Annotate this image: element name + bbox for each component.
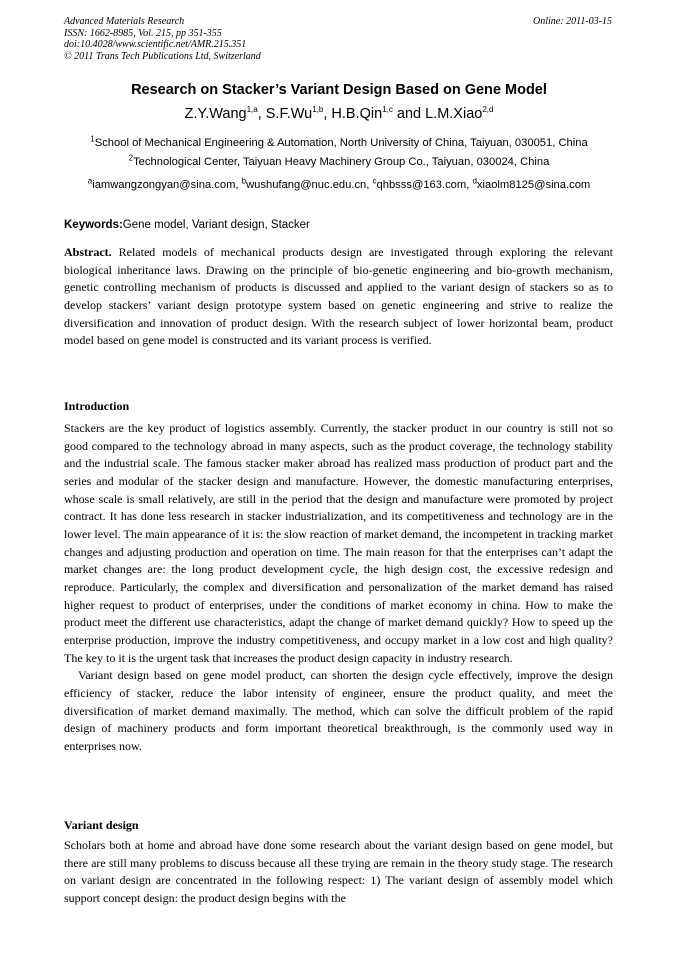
author-name: Z.Y.Wang (184, 106, 247, 122)
keywords-line (64, 219, 310, 231)
journal-name: Advanced Materials Research (64, 16, 185, 27)
author-separator: and (392, 106, 426, 122)
journal-header (64, 16, 261, 62)
author-name: L.M.Xiao (425, 106, 483, 122)
section-heading-variant-design: Variant design (64, 818, 139, 832)
email-address: xiaolm8125@sina.com (476, 179, 591, 191)
journal-issn: ISSN: 1662-8985, Vol. 215, pp 351-355 (64, 27, 222, 39)
introduction-body (64, 420, 613, 755)
keywords-label: Keywords: (64, 219, 123, 231)
email-superscript: b (241, 176, 247, 186)
affiliation-1 (0, 134, 678, 149)
author-name: H.B.Qin (331, 106, 383, 122)
author-superscript: 1,b (312, 105, 324, 115)
abstract-paragraph (64, 244, 613, 350)
affiliation-superscript: 2 (128, 153, 134, 163)
affiliation-text: Technological Center, Taiyuan Heavy Machinery Group Co., Taiyuan, 030024, China (133, 156, 550, 168)
author-separator: , (323, 106, 332, 122)
section-heading-introduction: Introduction (64, 399, 130, 413)
keywords-text: Gene model, Variant design, Stacker (122, 219, 310, 231)
author-list (0, 106, 678, 122)
variant-design-body (64, 837, 613, 908)
affiliation-superscript: 1 (90, 134, 95, 144)
journal-doi: doi:10.4028/www.scientific.net/AMR.215.351 (64, 39, 247, 50)
author-superscript: 1,a (246, 105, 258, 115)
email-superscript: a (87, 176, 93, 186)
journal-copyright: © 2011 Trans Tech Publications Ltd, Switzerland (64, 50, 261, 62)
body-paragraph: Scholars both at home and abroad have done some research about the variant design based on gene model, but there are still many problems to discuss because all these trying are remain in the theory study stage. The research on variant design are concentrated in the following respect: 1) The variant design of assembly model which support concept design: the product design begins with the (64, 838, 613, 905)
author-separator: , (257, 106, 266, 122)
paper-title: Research on Stacker’s Variant Design Based on Gene Model (131, 82, 547, 98)
abstract-text: Related models of mechanical products design are investigated through exploring the relevant biological inheritance laws. Drawing on the principle of bio-genetic engineering and bio-growth mechanism, genetic controlling mechanism of products is discussed and applied to the variant design of stackers so as to develop stackers’ variant design prototype system based on genetic engineering and strive to realize the diversification and innovation of product design. With the research subject of lower horizontal beam, product model based on gene model is constructed and its variant process is verified. (64, 245, 613, 348)
email-address: qhbsss@163.com, (376, 179, 473, 191)
body-paragraph: Stackers are the key product of logistics assembly. Currently, the stacker product in our country is still not so good compared to the technology abroad in many aspects, such as the product coverage, the technology stability and the industrial scale. The famous stacker maker abroad has realized mass production of product part and the series and modular of the stacker design and manufacture. However, the domestic manufacturing enterprises, whose scale is small relatively, are still in the period that the design and manufacture were promoted by project contract. It has done less research in stacker industrialization, and its competitiveness and technology are in the lower level. The main appearance of it is: the slow reaction of market demand, the incompetent in tracking market changes and adjusting production and operation on time. The main reason for that the enterprises can’t adapt the market changes are: the long product development cycle, the high design cost, the excessive redesign and reproduce. Particularly, the complex and diversification and personalization of the market demand has raised higher request to product of enterprises, under the conditions of market economy in china. How to make the product meet the different use characteristics, adapt the change of market demand quickly? How to speed up the enterprise production, improve the industry competitiveness, and occupy market in a low cost and high quality? The key to it is the urgent task that increases the product design capacity in industry research. (64, 421, 613, 665)
author-superscript: 2,d (482, 105, 494, 115)
email-superscript: c (372, 176, 377, 186)
email-address: wushufang@nuc.edu.cn, (246, 179, 373, 191)
author-superscript: 1,c (382, 105, 393, 115)
body-paragraph: Variant design based on gene model product, can shorten the design cycle effectively, improve the design efficiency of stacker, reduce the labor intensity of engineer, ensure the product quality, and meet the diversification of market demand maximally. The method, which can solve the difficult problem of the rapid design of machinery products and form important theoretical breakthrough, is the commonly used way in enterprises now. (64, 668, 613, 753)
email-superscript: d (472, 176, 477, 186)
affiliation-text: School of Mechanical Engineering & Automation, North University of China, Taiyuan, 030051, China (94, 137, 588, 149)
email-address: iamwangzongyan@sina.com, (92, 179, 242, 191)
author-name: S.F.Wu (265, 106, 313, 122)
abstract-label: Abstract. (64, 245, 112, 259)
online-date: Online: 2011-03-15 (533, 16, 612, 27)
email-list (0, 176, 678, 191)
affiliation-2 (0, 153, 678, 168)
